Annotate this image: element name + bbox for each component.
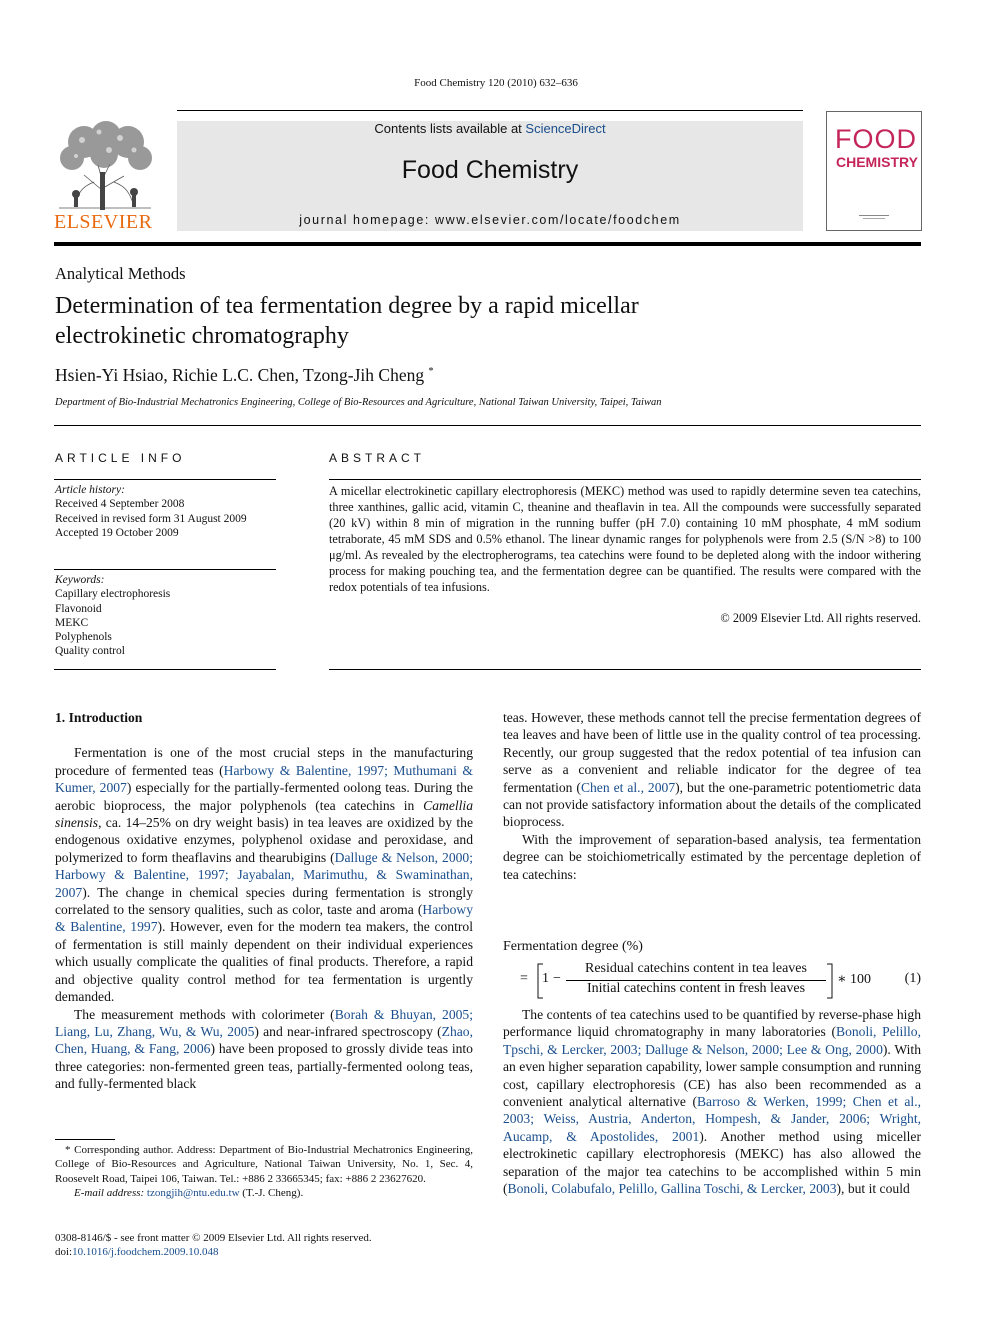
keyword: Polyphenols [55,631,112,644]
intro-paragraph-4 [503,831,921,883]
homepage-url[interactable]: www.elsevier.com/locate/foodchem [435,213,681,227]
title-line-1: Determination of tea fermentation degree by a rapid micellar [55,293,639,319]
history-accepted: Accepted 19 October 2009 [55,526,179,539]
header-top-rule [177,110,803,111]
text-run: ), but the one-parametric potentiometric data can not provide satisfactory information about the details of the complicated bioprocess. [503,779,922,830]
equation-one: 1 [542,971,549,986]
cover-chemistry: CHEMISTRY [836,154,918,170]
cover-publisher-mark [859,212,889,222]
right-bracket [824,963,836,999]
keyword: MEKC [55,616,89,629]
keyword: Capillary electrophoresis [55,588,171,601]
footnote [55,1143,473,1201]
equation-equals: = [520,971,528,986]
right-column-top [503,709,921,883]
equation-times: ∗ 100 [837,972,872,987]
article-info-heading: ARTICLE INFO [55,451,186,465]
affiliation: Department of Bio-Industrial Mechatronics Engineering, College of Bio-Resources and Agriculture, National Taiwan University, Taipei, Taiwan [55,397,662,408]
article-title [55,291,815,351]
info-rule-1 [54,479,276,480]
history-label: Article history: [55,484,125,496]
intro-paragraph-3 [503,709,921,831]
right-column-bottom [503,1006,921,1197]
keywords-block [55,573,277,659]
authors: Hsien-Yi Hsiao, Richie L.C. Chen, Tzong-Jih Cheng [55,365,425,385]
text-run: ). With an even higher separation capability, lower sample consumption and running cost, capillary electrophoresis (CE) has also been recommended as a convenient analytical alternative ( [503,1041,921,1110]
publisher-name: ELSEVIER [54,211,153,233]
contents-prefix: Contents lists available at [374,121,526,136]
equation-numerator: Residual catechins content in tea leaves [585,961,807,976]
equation-minus: − [553,971,561,986]
equation-lhs: Fermentation degree (%) [503,939,643,954]
author-mark[interactable]: * [428,366,434,378]
text-run: ). The change in chemical species during fermentation is strongly correlated to the sensory qualities, such as color, taste and aroma ( [55,884,473,918]
info-top-rule [54,425,921,426]
abstract-rule-top [329,479,921,480]
sciencedirect-link[interactable]: ScienceDirect [525,121,606,136]
text-run: ) especially for the partially-fermented oolong teas. During the aerobic bioprocess, the major polyphenols (tea catechins in [55,780,473,813]
intro-paragraph-2 [55,1006,473,1093]
doi-link[interactable]: 10.1016/j.foodchem.2009.10.048 [72,1246,219,1259]
corresponding-author-note: * Corresponding author. Address: Department of Bio-Industrial Mechatronics Engineering, College of Bio-Resources and Agriculture, National Taiwan University, No. 1, Sec. 4, Roosevelt Road, Taipei 106, Taiwan. Tel.: +886 2 33665345; fax: +886 2 23627620. [55,1144,473,1185]
keywords-label: Keywords: [55,574,105,586]
footnote-rule [55,1139,115,1140]
history-received: Received 4 September 2008 [55,498,185,511]
header-bottom-rule [54,242,921,246]
citation-link[interactable]: Chen et al., 2007 [580,779,676,795]
text-run: Fermentation is one of the most crucial steps in the manufacturing procedure of fermented teas ( [55,745,473,778]
intro-paragraph-5 [503,1006,921,1197]
cover-food: FOOD [835,124,917,154]
journal-title: Food Chemistry [401,156,579,184]
intro-heading: 1. Introduction [55,710,143,725]
text-run: teas. However, these methods cannot tell the precise fermentation degrees of tea leaves and have been of little use in the quality control of tea processing. Recently, our group suggested that the redox potential of tea infusion can serve as a convenient and reliable indicator for the degree of tea fermentation ( [503,710,921,795]
journal-cover [826,111,922,231]
citation-link[interactable]: Dalluge & Nelson, 2000; Harbowy & Balentine, 1997; Jayabalan, Marimuthu, & Swaminathan, 2007 [55,849,473,900]
citation-link[interactable]: Bonoli, Pelillo, Tpschi, & Lercker, 2003; Dalluge & Nelson, 2000; Lee & Ong, 2000 [503,1024,921,1057]
doi-line [55,1245,473,1259]
contents-line [177,121,803,136]
copyright: © 2009 Elsevier Ltd. All rights reserved. [720,611,921,625]
text-run: The measurement methods with colorimeter ( [74,1006,335,1022]
keyword: Quality control [55,645,125,658]
citation-link[interactable]: Barroso & Werken, 1999; Chen et al., 2003; Weiss, Austria, Anderton, Hompesh, & Jander, 2006; Wright, Aucamp, & Apostolides, 2001 [503,1094,921,1144]
email-line [55,1186,473,1200]
citation-link[interactable]: Borah & Bhuyan, 2005; Liang, Lu, Zhang, Wu, & Wu, 2005 [55,1006,473,1039]
doi-prefix: doi: [55,1246,73,1259]
citation-link[interactable]: Bonoli, Colabufalo, Pelillo, Gallina Toschi, & Lercker, 2003 [507,1181,837,1197]
article-history [55,483,277,540]
abstract-heading: ABSTRACT [329,451,426,465]
text-run: ) have been proposed to grossly divide teas into three categories: non-fermented green teas, partially-fermented oolong teas, and fully-fermented black [55,1041,473,1092]
article-section: Analytical Methods [55,264,186,283]
elsevier-tree-logo [54,120,156,212]
equation-number: (1) [904,971,921,986]
info-rule-2 [54,569,276,570]
italic-term: Camellia sinensis [55,797,473,831]
citation-link[interactable]: Zhao, Chen, Huang, & Fang, 2006 [55,1023,473,1057]
text-run: ). However, even for the modern tea makers, the control of fermentation is still mainly dependent on their individual experiences which usually complicate the qualities of final products. Therefore, a rapid and objective quality control method for tea fermentation is urgently demanded. [55,919,473,1005]
journal-homepage [177,213,803,227]
citation-link[interactable]: Harbowy & Balentine, 1997 [55,902,473,935]
keyword: Flavonoid [55,602,102,615]
text-run: , ca. 14–25% on dry weight basis) in tea leaves are oxidized by the endogenous oxidative enzymes, polyphenol oxidase and peroxidase, and polymerized to form theaflavins and thearubigins ( [55,815,473,865]
info-rule-3 [54,669,276,670]
intro-paragraph-1 [55,744,473,1005]
text-run: With the improvement of separation-based analysis, tea fermentation degree can be stoichiometrically estimated by the percentage depletion of tea catechins: [503,831,921,882]
text-run: ), but it could [836,1181,910,1197]
author-list [55,365,433,386]
history-revised: Received in revised form 31 August 2009 [55,512,247,525]
text-run: The contents of tea catechins used to be quantified by reverse-phase high performance liquid chromatography in many laboratories ( [503,1007,921,1040]
email-suffix: (T.-J. Cheng). [242,1187,304,1200]
equation-denominator: Initial catechins content in fresh leaves [586,981,806,996]
title-line-2: electrokinetic chromatography [55,323,349,349]
issn-line: 0308-8146/$ - see front matter © 2009 Elsevier Ltd. All rights reserved. [55,1232,372,1244]
left-column [55,709,473,1093]
text-run: ). Another method using miceller electrokinetic capillary electrophoresis (MEKC) has also allowed the separation of the major tea catechins to be accomplished within 5 min ( [503,1128,921,1197]
text-run: ) and near-infrared spectroscopy ( [254,1023,442,1039]
citation-link[interactable]: Harbowy & Balentine, 1997; Muthumani & Kumer, 2007 [55,762,473,796]
abstract-text: A micellar electrokinetic capillary electrophoresis (MEKC) method was used to rapidly determine seven tea catechins, three xanthines, gallic acid, vitamin C, theanine and theaflavin in tea. All the compounds were successfully separated (20 kV) within 8 min of migration in the running buffer (pH 7.0) containing 10 mM phosphate, 4 mM sodium tetraborate, 45 mM SDS and 0.5% ethanol. The linear dynamic ranges for polyphenols were from 2.5 (S/N >8) to 100 μg/ml. As revealed by the electropherograms, tea catechins were found to be depleted along with the indoor withering process for making pouching tea, and the fermentation degree can be quantified. The results were compared with the redox potentials of tea infusions. [329,484,921,594]
email-link[interactable]: tzongjih@ntu.edu.tw [146,1187,240,1200]
homepage-prefix: journal homepage: [299,213,436,227]
email-label: E-mail address: [74,1187,145,1200]
journal-citation: Food Chemistry 120 (2010) 632–636 [414,77,578,89]
abstract-rule-bottom [329,669,921,670]
front-matter [55,1231,473,1260]
